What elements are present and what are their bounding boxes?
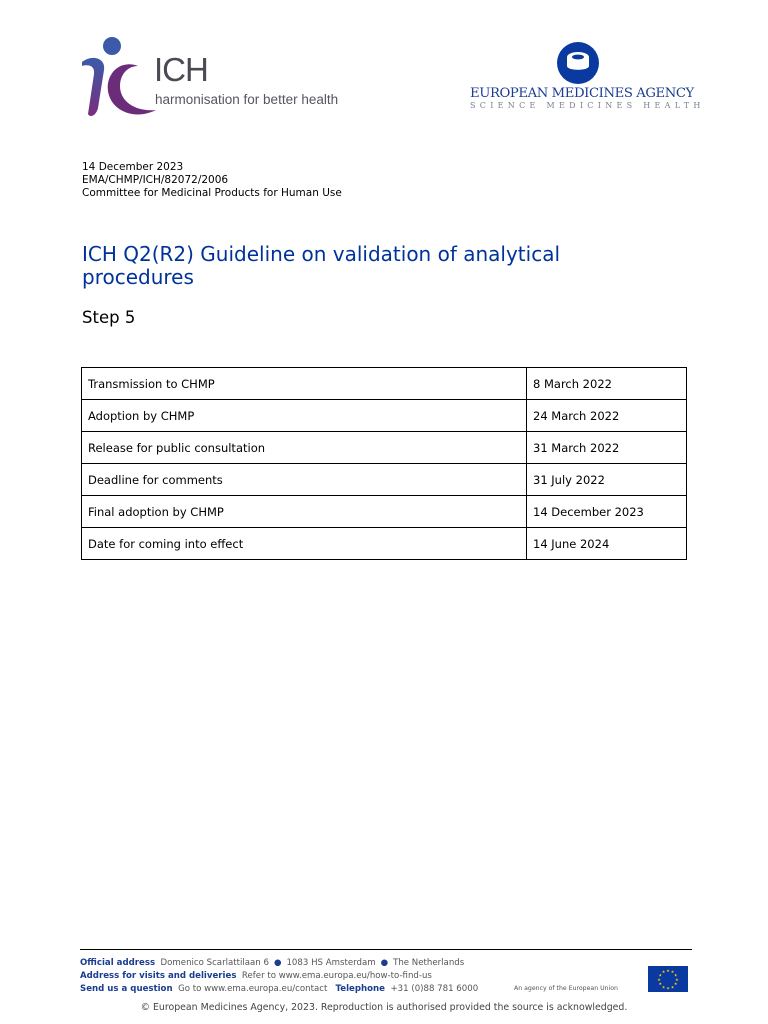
timeline-date: 14 June 2024 bbox=[527, 528, 687, 560]
visits-row bbox=[80, 970, 692, 983]
svg-text:★: ★ bbox=[661, 969, 666, 975]
telephone-value: +31 (0)88 781 6000 bbox=[390, 984, 479, 994]
ich-logo bbox=[80, 36, 370, 126]
timeline-label: Transmission to CHMP bbox=[82, 368, 527, 400]
official-address-row bbox=[80, 957, 692, 970]
table-row bbox=[82, 464, 687, 496]
timeline-date: 31 July 2022 bbox=[527, 464, 687, 496]
ema-motto: SCIENCE MEDICINES HEALTH bbox=[470, 101, 705, 110]
svg-text:★: ★ bbox=[670, 984, 675, 990]
eu-flag-icon bbox=[648, 966, 688, 992]
timeline-label: Adoption by CHMP bbox=[82, 400, 527, 432]
svg-text:★: ★ bbox=[657, 976, 661, 982]
table-row bbox=[82, 496, 687, 528]
document-date: 14 December 2023 bbox=[82, 161, 184, 173]
svg-text:★: ★ bbox=[666, 968, 670, 973]
address-country: The Netherlands bbox=[393, 958, 465, 968]
timeline-date: 31 March 2022 bbox=[527, 432, 687, 464]
timeline-label: Date for coming into effect bbox=[82, 528, 527, 560]
svg-text:★: ★ bbox=[658, 972, 663, 978]
address-street: Domenico Scarlattilaan 6 bbox=[160, 958, 269, 968]
table-row bbox=[82, 432, 687, 464]
agency-note: An agency of the European Union bbox=[514, 985, 618, 992]
bullet-icon: ● bbox=[380, 958, 389, 968]
visits-link[interactable]: Refer to www.ema.europa.eu/how-to-find-us bbox=[241, 971, 432, 981]
timeline-table bbox=[81, 367, 687, 560]
svg-text:★: ★ bbox=[673, 972, 678, 978]
copyright-notice: © European Medicines Agency, 2023. Reproduction is authorised provided the source is acknowledged. bbox=[140, 1002, 628, 1013]
table-row bbox=[82, 400, 687, 432]
svg-text:★: ★ bbox=[673, 981, 678, 987]
footer-divider bbox=[80, 949, 692, 950]
contact-link[interactable]: Go to www.ema.europa.eu/contact bbox=[178, 984, 328, 994]
address-city: 1083 HS Amsterdam bbox=[286, 958, 376, 968]
table-row bbox=[82, 528, 687, 560]
timeline-label: Deadline for comments bbox=[82, 464, 527, 496]
ich-wordmark: ICH bbox=[154, 51, 208, 88]
timeline-label: Final adoption by CHMP bbox=[82, 496, 527, 528]
svg-text:★: ★ bbox=[675, 976, 679, 982]
ich-tagline: harmonisation for better health bbox=[155, 92, 339, 107]
svg-text:★: ★ bbox=[670, 969, 675, 975]
timeline-label: Release for public consultation bbox=[82, 432, 527, 464]
document-meta bbox=[82, 161, 342, 200]
svg-text:★: ★ bbox=[666, 985, 670, 991]
visits-label: Address for visits and deliveries bbox=[80, 971, 237, 981]
document-step: Step 5 bbox=[82, 308, 136, 327]
table-row bbox=[82, 368, 687, 400]
timeline-date: 24 March 2022 bbox=[527, 400, 687, 432]
timeline-date: 14 December 2023 bbox=[527, 496, 687, 528]
timeline-date: 8 March 2022 bbox=[527, 368, 687, 400]
document-title: ICH Q2(R2) Guideline on validation of analytical procedures bbox=[82, 242, 561, 289]
ema-logo bbox=[464, 30, 704, 125]
question-label: Send us a question bbox=[80, 984, 173, 994]
telephone-label: Telephone bbox=[335, 984, 385, 994]
official-address-label: Official address bbox=[80, 958, 156, 968]
ema-name: EUROPEAN MEDICINES AGENCY bbox=[470, 86, 694, 101]
document-reference: EMA/CHMP/ICH/82072/2006 bbox=[82, 174, 229, 186]
committee-name: Committee for Medicinal Products for Human Use bbox=[82, 187, 342, 199]
svg-text:★: ★ bbox=[661, 984, 666, 990]
svg-text:★: ★ bbox=[658, 981, 663, 987]
bullet-icon: ● bbox=[273, 958, 282, 968]
